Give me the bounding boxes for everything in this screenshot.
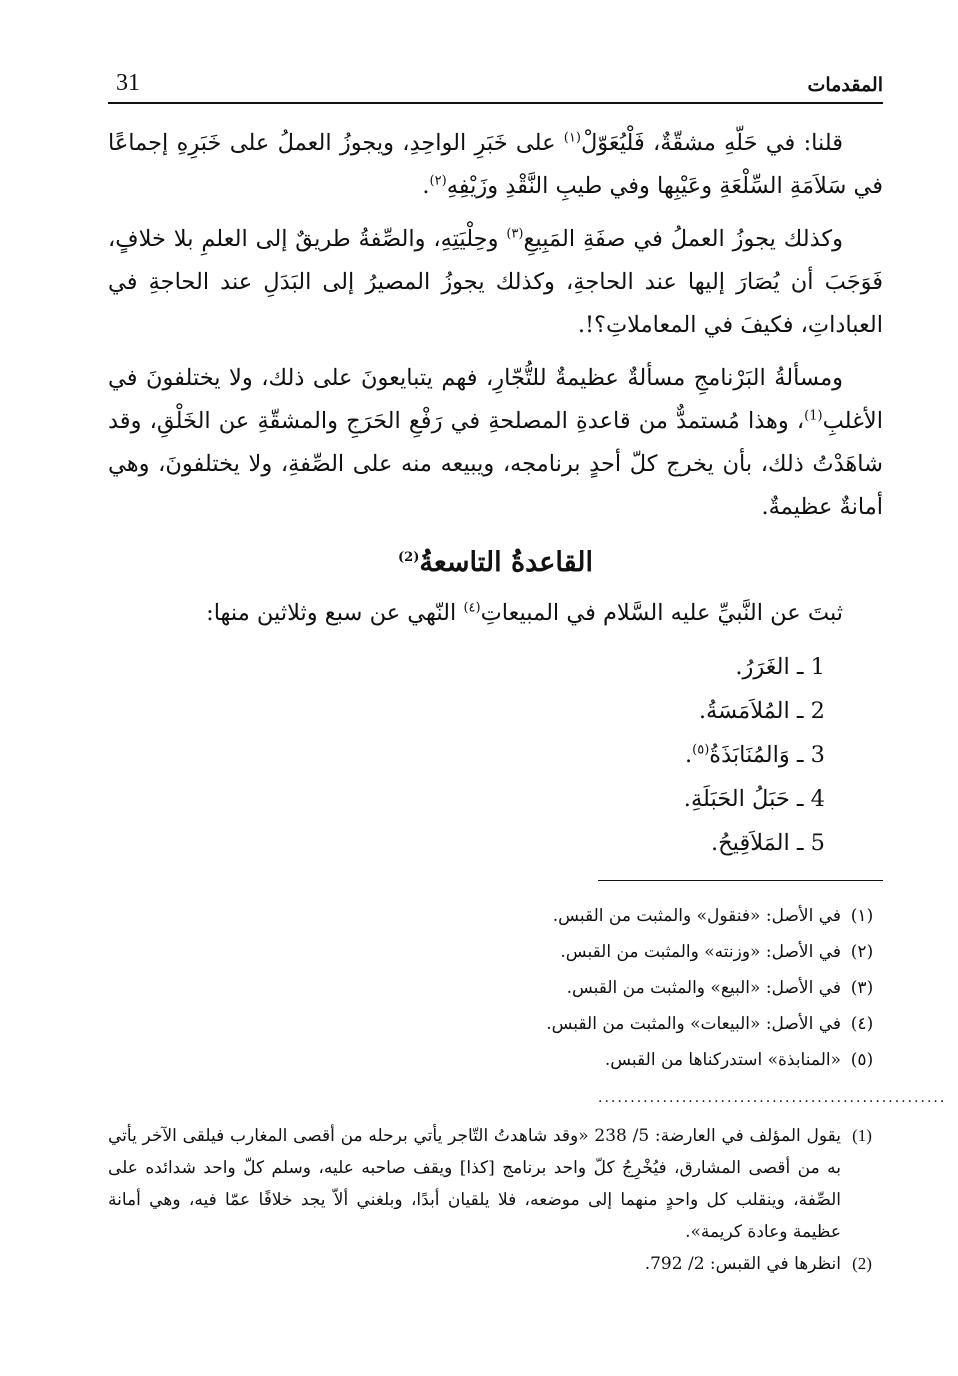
list-item	[108, 733, 825, 777]
list-item	[108, 689, 825, 733]
footnote-separator	[598, 880, 883, 881]
main-text	[108, 122, 883, 865]
paragraph-1-part-c: .	[422, 173, 430, 199]
intro-part-b: النّهي عن سبع وثلاثين منها:	[206, 600, 464, 626]
paragraph-1-part-a: قلنا: في حَلّهِ مشقّةٌ، فَلْيُعَوّلْ	[580, 130, 843, 156]
list-item	[108, 777, 825, 821]
running-header	[108, 62, 883, 104]
footnote	[108, 934, 883, 970]
editor-note	[108, 1120, 883, 1248]
footnote-number: (٣)	[850, 978, 874, 998]
footnote-ref-2[interactable]: (٢)	[429, 173, 447, 189]
paragraph-3	[108, 357, 883, 529]
footnote-ref-1[interactable]: (١)	[563, 130, 581, 146]
footnote-number: (٥)	[850, 1050, 874, 1070]
editor-note-text: يقول المؤلف في العارضة: 5/ 238 «وقد شاهدتُ التّاجر يأتي برحله من أقصى المغارب فيلقى الآخر يأتي به من أقصى المشارق، فيُخْرِجُ كلّ واحد برنامج [كذا] ويقف صاحبه عليه، وسلم كلّ واحد شدائده على الصِّفة، وينقلب كل واحدٍ منهما إلى موضعه، فلا يلقيان أبدًا، وبلغني ألاّ يجد خلافًا عمّا فيه، وهي أمانة عظيمة وعادة كريمة».	[108, 1126, 841, 1242]
list-item	[108, 645, 825, 689]
paragraph-2-part-b: وحِلْيَتِهِ، والصِّفةُ طريقٌ إلى العلمِ بلا خلافٍ، فَوَجَبَ أن يُصَارَ إليها عند الحاجةِ، وكذلك يجوزُ المصيرُ إلى البَدَلِ عند الحاجةِ في العباداتِ، فكيفَ في المعاملاتِ؟!.	[108, 226, 883, 338]
intro-paragraph	[108, 592, 883, 635]
footnote-text: في الأصل: «فنقول» والمثبت من القبس.	[552, 906, 841, 926]
list-item-text: 3 ـ وَالمُنَابَذَةُ	[709, 742, 825, 768]
footnote-text: في الأصل: «البيع» والمثبت من القبس.	[566, 978, 841, 998]
footnote-text: «المنابذة» استدركناها من القبس.	[604, 1050, 841, 1070]
footnote-ref-3[interactable]: (٣)	[506, 226, 524, 242]
footnote	[108, 1042, 883, 1078]
running-title: المقدمات	[807, 74, 883, 96]
section-heading	[108, 541, 883, 584]
paragraph-2	[108, 218, 883, 347]
list-item-tail: .	[684, 742, 693, 768]
intro-part-a: ثبتَ عن النَّبيِّ عليه السَّلام في المبيعاتِ	[480, 600, 843, 626]
footnote	[108, 898, 883, 934]
list-item-text: 2 ـ المُلاَمَسَةُ.	[698, 698, 825, 724]
list-item-text: 5 ـ المَلاَقِيحُ.	[711, 830, 825, 856]
page-number: 31	[116, 70, 140, 96]
paragraph-3-part-b: ، وهذا مُستمدٌّ من قاعدةِ المصلحةِ في رَفْعِ الحَرَجِ والمشقّةِ عن الخَلْقِ، وقد شاهَدْتُ ذلك، بأن يخرج كلّ أحدٍ برنامجه، ويبيعه منه على الصِّفةِ، ولا يختلفونَ، وهي أمانةٌ عظيمةٌ.	[108, 408, 883, 520]
footnote-text: في الأصل: «وزنته» والمثبت من القبس.	[560, 942, 841, 962]
footnote-number: (٤)	[850, 1014, 874, 1034]
editor-note-ref-2[interactable]: (2)	[397, 550, 420, 565]
paragraph-1-part-b: على خَبَرِ الواحِدِ، ويجوزُ العملُ على خَبَرِهِ إجماعًا في سَلاَمَةِ السِّلْعَةِ وعَيْبِها وفي طيبِ النَّقْدِ وزَيْفِهِ	[108, 130, 883, 199]
footnote	[108, 1006, 883, 1042]
editor-note-number: (1)	[852, 1126, 872, 1145]
editor-notes	[108, 1120, 883, 1280]
paragraph-3-part-a: ومسألةُ البَرْنامجِ مسألةٌ عظيمةٌ للتُّجّارِ، فهم يتبايعونَ على ذلك، ولا يختلفونَ في الأغلبِ	[108, 365, 883, 434]
dotted-separator: ......................................................	[598, 1090, 947, 1106]
footnote-number: (١)	[850, 906, 874, 926]
editor-note-number: (2)	[852, 1254, 872, 1273]
list-item	[108, 821, 825, 865]
paragraph-1	[108, 122, 883, 208]
section-heading-text: القاعدةُ التاسعةُ	[419, 547, 594, 578]
list-item-text: 1 ـ الغَرَرُ.	[735, 654, 825, 680]
footnote-text: في الأصل: «البيعات» والمثبت من القبس.	[546, 1014, 841, 1034]
editor-note-ref-1[interactable]: (1)	[804, 408, 823, 424]
footnote	[108, 970, 883, 1006]
paragraph-2-part-a: وكذلك يجوزُ العملُ في صفَةِ المَبِيعِ	[523, 226, 843, 252]
footnote-number: (٢)	[850, 942, 874, 962]
footnote-ref-4[interactable]: (٤)	[463, 600, 481, 616]
footnote-ref-5[interactable]: (٥)	[692, 742, 710, 758]
editor-note-text: انظرها في القبس: 2/ 792.	[644, 1254, 841, 1274]
prohibited-sales-list	[108, 645, 883, 865]
editor-note	[108, 1248, 883, 1280]
list-item-text: 4 ـ حَبَلُ الحَبَلَةِ.	[683, 786, 825, 812]
footnotes	[108, 898, 883, 1078]
